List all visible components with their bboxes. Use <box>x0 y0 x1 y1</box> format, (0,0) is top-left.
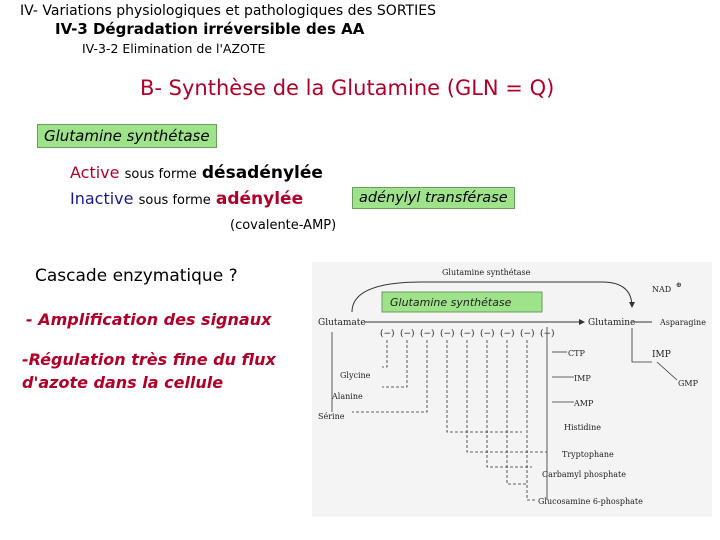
active-line <box>70 163 323 183</box>
inhibitor-sign: (−) <box>500 329 515 339</box>
nad-label: NAD <box>652 285 672 294</box>
inactive-form: adénylée <box>215 189 304 209</box>
inhibitor-sign: (−) <box>460 329 475 339</box>
imp-label: IMP <box>574 374 591 383</box>
glucosamine-label: Glucosamine 6-phosphate <box>538 497 643 506</box>
glycine-label: Glycine <box>340 371 371 380</box>
inactive-line <box>70 189 303 209</box>
histidine-label: Histidine <box>564 423 601 432</box>
ctp-label: CTP <box>568 349 585 358</box>
diagram-enzyme-label: Glutamine synthétase <box>390 296 512 309</box>
inhibitor-sign: (−) <box>540 329 555 339</box>
gmp-label: GMP <box>678 379 698 388</box>
inhibitor-sign: (−) <box>400 329 415 339</box>
glutamine-label: Glutamine <box>588 318 636 328</box>
diagram-top-label: Glutamine synthétase <box>442 268 531 277</box>
serine-label: Sérine <box>318 412 345 421</box>
glutamate-label: Glutamate <box>318 318 366 328</box>
adenylyl-transferase-box: adénylyl transférase <box>352 187 515 209</box>
glutamine-synthetase-box: Glutamine synthétase <box>37 124 217 148</box>
header-line-2: IV-3 Dégradation irréversible des AA <box>55 20 365 38</box>
tryptophane-label: Tryptophane <box>562 450 614 459</box>
inactive-word: Inactive <box>70 189 134 208</box>
regulation-diagram <box>312 262 712 517</box>
header-line-3: IV-3-2 Elimination de l'AZOTE <box>82 41 266 56</box>
active-word: Active <box>70 163 120 182</box>
imp-right-label: IMP <box>652 350 671 360</box>
active-form: désadénylée <box>201 163 323 183</box>
inhibitor-signs <box>380 328 555 339</box>
inhibitor-sign: (−) <box>440 329 455 339</box>
sous-forme-2: sous forme <box>138 193 211 208</box>
slide-title: B- Synthèse de la Glutamine (GLN = Q) <box>140 76 555 100</box>
carbamyl-label: Carbamyl phosphate <box>542 470 626 479</box>
amp-label: AMP <box>574 399 594 408</box>
nad-plus-icon: ⊕ <box>676 281 682 289</box>
amplification-text: - Amplification des signaux <box>26 310 272 329</box>
header-line-1: IV- Variations physiologiques et pathologiques des SORTIES <box>20 3 436 19</box>
cascade-question: Cascade enzymatique ? <box>35 266 238 286</box>
inhibitor-sign: (−) <box>480 329 495 339</box>
alanine-label: Alanine <box>332 392 363 401</box>
regulation-flux-text: -Régulation très fine du flux d'azote dans la cellule <box>22 350 276 392</box>
inhibitor-sign: (−) <box>520 329 535 339</box>
asparagine-label: Asparagine <box>660 318 706 327</box>
inhibitor-sign: (−) <box>380 329 395 339</box>
sous-forme-1: sous forme <box>124 167 197 182</box>
covalent-note: (covalente-AMP) <box>230 218 337 233</box>
inhibitor-sign: (−) <box>420 329 435 339</box>
